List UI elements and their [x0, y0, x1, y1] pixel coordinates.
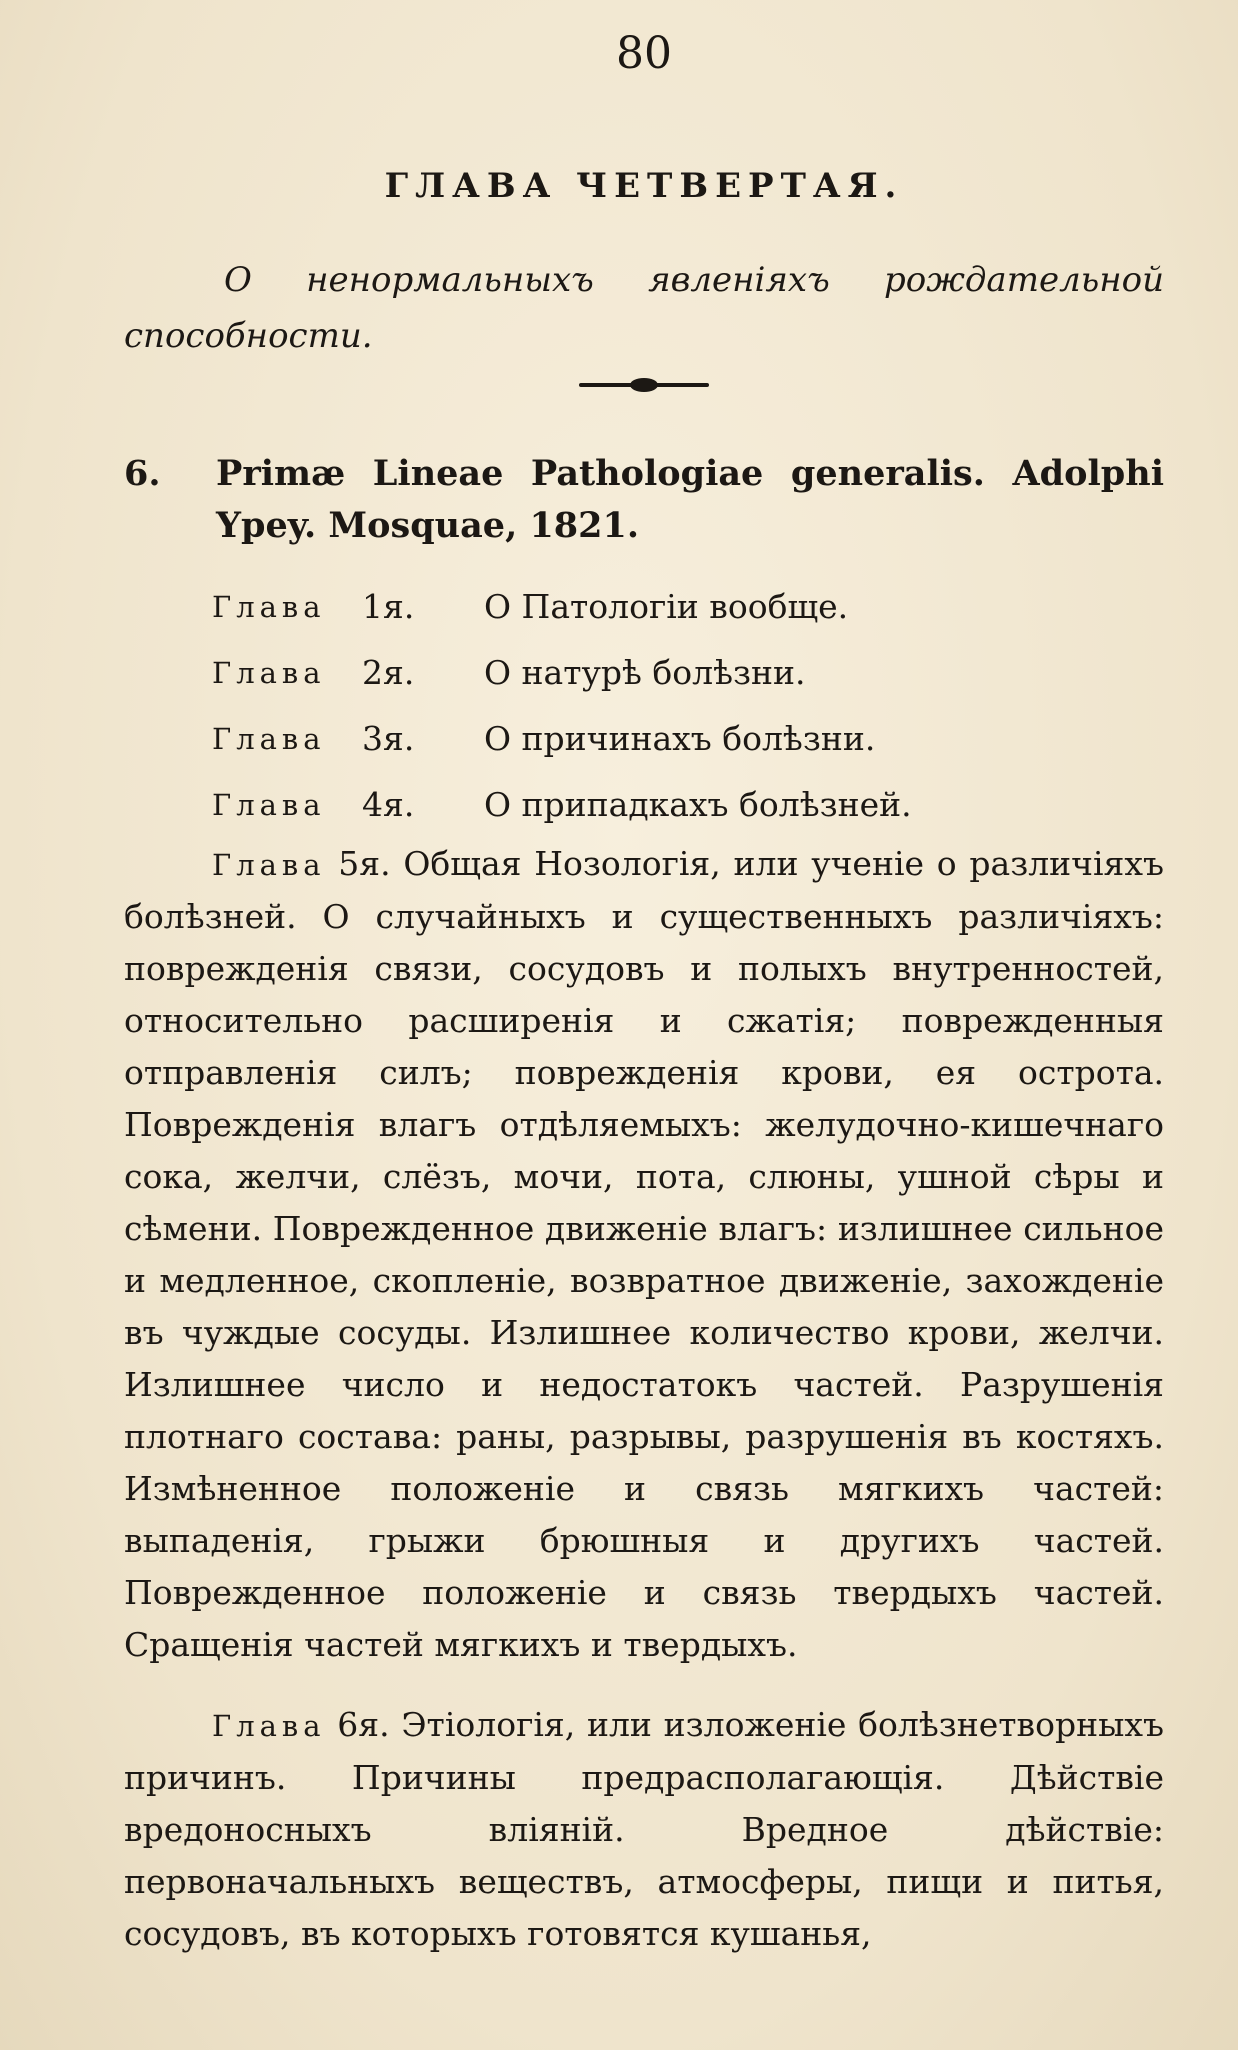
chapter-6-text: Этіологія, или изложеніе болѣзнетворныхъ причинъ. Причины предрасполагающія. Дѣйствіе вредоносныхъ вліяній. Вредное дѣйствіе: первоначальныхъ веществъ, атмосферы, пищи и питья, сосудовъ, въ которыхъ готовятся кушанья,	[124, 1705, 1164, 1953]
chapter-word: Глава	[212, 656, 326, 690]
page-number: 80	[616, 28, 672, 79]
chapter-text: О причинахъ болѣзни.	[484, 719, 876, 758]
chapter-text: О припадкахъ болѣзней.	[484, 785, 912, 824]
chapter-line	[124, 640, 1164, 706]
chapter-title: ГЛАВА ЧЕТВЕРТАЯ.	[384, 166, 904, 206]
chapter-ordinal: 5я.	[338, 844, 391, 883]
chapter-word: Глава	[212, 1709, 326, 1743]
chapter-ordinal: 4я.	[362, 785, 415, 824]
chapter-ordinal: 3я.	[362, 719, 415, 758]
chapter-line	[124, 772, 1164, 838]
chapter-word: Глава	[212, 722, 326, 756]
chapter-ordinal: 1я.	[362, 587, 415, 626]
bibliography-entry	[124, 448, 1164, 552]
chapter-word: Глава	[212, 848, 326, 882]
entry-title: Primæ Lineae Pathologiae generalis. Adolphi Ypey. Mosquae, 1821.	[216, 453, 1164, 546]
chapter-word: Глава	[212, 590, 326, 624]
chapter-word: Глава	[212, 788, 326, 822]
chapter-text: О Патологіи вообще.	[484, 587, 849, 626]
entry-number: 6.	[124, 453, 161, 494]
chapter-ordinal: 6я.	[337, 1705, 390, 1744]
chapter-list	[124, 574, 1164, 838]
ornament-divider-icon	[579, 370, 709, 400]
chapter-line	[124, 574, 1164, 640]
chapter-subtitle: О ненормальныхъ явленіяхъ рождательной способности.	[124, 260, 1164, 356]
chapter-line	[124, 706, 1164, 772]
chapter-5-paragraph	[124, 838, 1164, 1671]
chapter-5-text: Общая Нозологія, или ученіе о различіяхъ болѣзней. О случайныхъ и существенныхъ различіяхъ: поврежденія связи, сосудовъ и полыхъ внутренностей, относительно расширенія и сжатія; поврежденныя отправленія силъ; поврежденія крови, ея острота. Поврежденія влагъ отдѣляемыхъ: желудочно-кишечнаго сока, желчи, слёзъ, мочи, пота, слюны, ушной сѣры и сѣмени. Поврежденное движеніе влагъ: излишнее сильное и медленное, скопленіе, возвратное движеніе, захожденіе въ чуждые сосуды. Излишнее количество крови, желчи. Излишнее число и недостатокъ частей. Разрушенія плотнаго состава: раны, разрывы, разрушенія въ костяхъ. Измѣненное положеніе и связь мягкихъ частей: выпаденія, грыжи брюшныя и другихъ частей. Поврежденное положеніе и связь твердыхъ частей. Сращенія частей мягкихъ и твердыхъ.	[124, 844, 1164, 1664]
chapter-ordinal: 2я.	[362, 653, 415, 692]
chapter-text: О натурѣ болѣзни.	[484, 653, 806, 692]
chapter-6-paragraph	[124, 1699, 1164, 1960]
